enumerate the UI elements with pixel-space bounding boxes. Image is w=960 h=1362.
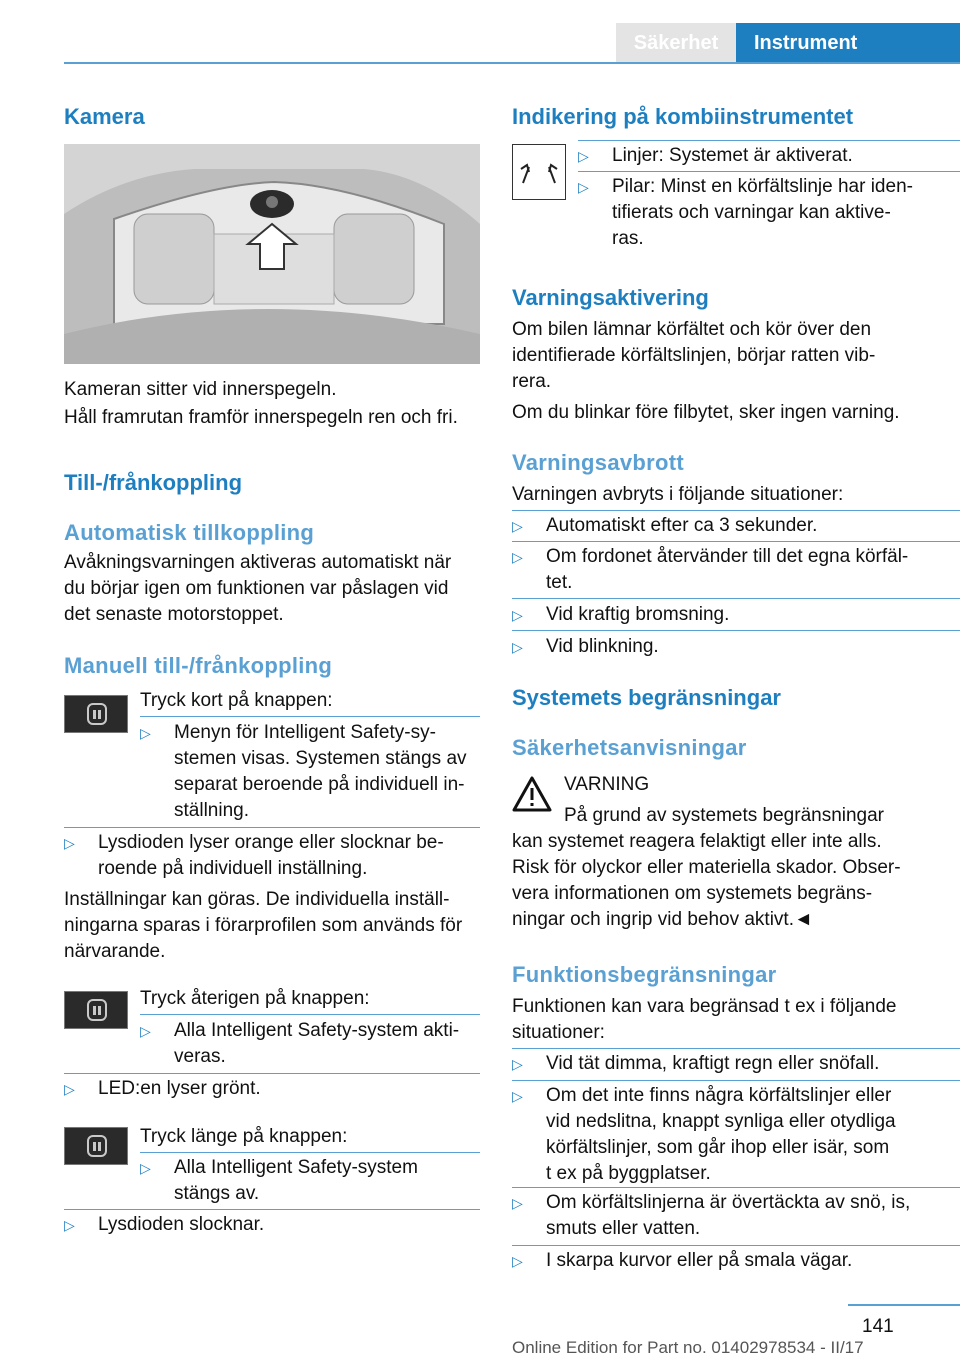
bullet-icon: ▷: [512, 607, 523, 623]
warning-text-3: Risk för olyckor eller materiella skador. Obser-: [512, 857, 901, 878]
list-item: ▷ Om körfältslinjerna är övertäckta av snö, is, smuts eller vatten.: [512, 1192, 911, 1239]
header-rule: [64, 62, 960, 64]
separator: [578, 171, 960, 172]
auto-text-line-2: du börjar igen om funktionen var påslagen vid: [64, 578, 449, 599]
page-number: 141: [862, 1316, 894, 1337]
manual-heading: Manuell till-/frånkoppling: [64, 653, 333, 678]
bullet-icon: ▷: [512, 1088, 523, 1104]
bullet-icon: ▷: [140, 1160, 151, 1176]
separator: [578, 140, 960, 141]
bullet-icon: ▷: [512, 639, 523, 655]
bullet-icon: ▷: [512, 518, 523, 534]
warnact-text-2: identifierade körfältslinjen, börjar ratten vib-: [512, 345, 876, 366]
press-long-text: Tryck länge på knappen:: [140, 1126, 348, 1147]
bullet-icon: ▷: [512, 1056, 523, 1072]
warning-text-5: ningar och ingrip vid behov aktivt.◄: [512, 909, 813, 930]
list-item: ▷ Automatiskt efter ca 3 sekunder.: [512, 513, 960, 539]
auto-on-heading: Automatisk tillkoppling: [64, 520, 315, 545]
warning-title: VARNING: [564, 774, 650, 795]
list-item: ▷ Alla Intelligent Safety-system akti- veras.: [140, 1020, 460, 1067]
separator: [512, 1245, 960, 1246]
header-section-tab[interactable]: Säkerhet: [616, 23, 736, 63]
separator: [64, 1209, 480, 1210]
settings-text-2: ningarna sparas i förarprofilen som används för: [64, 915, 463, 936]
car-interior-illustration: [64, 144, 480, 364]
edition-info: Online Edition for Part no. 01402978534 - II/17: [512, 1338, 864, 1357]
onoff-heading: Till-/frånkoppling: [64, 470, 243, 495]
bullet-icon: ▷: [512, 549, 523, 565]
auto-text-line-1: Avåkningsvarningen aktiveras automatiskt när: [64, 552, 452, 573]
warning-text-4: vera informationen om systemets begräns-: [512, 883, 873, 904]
separator: [64, 1073, 480, 1074]
list-item: ▷ Menyn för Intelligent Safety-sy- stemen visas. Systemen stängs av separat beroende på individuell in- ställning.: [140, 722, 467, 821]
safety-notes-heading: Säkerhetsanvisningar: [512, 735, 747, 760]
list-item: ▷ Lysdioden lyser orange eller slocknar be- roende på individuell inställning.: [64, 832, 444, 879]
bullet-icon: ▷: [140, 725, 151, 741]
separator: [140, 716, 480, 717]
bullet-icon: ▷: [512, 1253, 523, 1269]
warnact-text-4: Om du blinkar före filbytet, sker ingen varning.: [512, 402, 900, 423]
warning-triangle-icon: [512, 776, 552, 812]
separator: [512, 541, 960, 542]
list-item: ▷ Alla Intelligent Safety-system stängs av.: [140, 1157, 418, 1204]
list-item: ▷ Vid tät dimma, kraftigt regn eller snöfall.: [512, 1051, 960, 1077]
bullet-icon: ▷: [140, 1023, 151, 1039]
bullet-icon: ▷: [578, 148, 589, 164]
press-again-text: Tryck återigen på knappen:: [140, 988, 370, 1009]
warnstop-intro: Varningen avbryts i följande situationer:: [512, 484, 844, 505]
bullet-icon: ▷: [512, 1195, 523, 1211]
warning-text-2: kan systemet reagera felaktigt eller inte alls.: [512, 831, 882, 852]
bullet-icon: ▷: [64, 1081, 75, 1097]
warnact-text-3: rera.: [512, 371, 552, 392]
list-item: ▷ Lysdioden slocknar.: [64, 1212, 480, 1238]
camera-text-1: Kameran sitter vid innerspegeln.: [64, 379, 337, 400]
auto-text-line-3: det senaste motorstoppet.: [64, 604, 284, 625]
list-item: ▷ Om det inte finns några körfältslinjer eller vid nedslitna, knappt synliga eller otydliga körfältslinjer, som går ihop eller isär, som t ex på byggplatser.: [512, 1085, 896, 1184]
list-item: ▷ I skarpa kurvor eller på smala vägar.: [512, 1248, 960, 1274]
list-item: ▷ Om fordonet återvänder till det egna körfäl- tet.: [512, 546, 909, 593]
lane-indicator-icon: [512, 144, 566, 200]
bullet-icon: ▷: [578, 179, 589, 195]
footer-rule: [848, 1304, 960, 1306]
bullet-icon: ▷: [64, 835, 75, 851]
camera-heading: Kamera: [64, 104, 145, 129]
funclim-intro-1: Funktionen kan vara begränsad t ex i följande: [512, 996, 897, 1017]
warning-interruption-heading: Varningsavbrott: [512, 450, 684, 475]
separator: [512, 510, 960, 511]
safety-button-icon: [64, 1127, 128, 1165]
camera-location-photo: [64, 144, 480, 364]
separator: [512, 1080, 960, 1081]
warning-activation-heading: Varningsaktivering: [512, 285, 709, 310]
separator: [64, 827, 480, 828]
header-chapter-tab[interactable]: Instrument: [736, 23, 960, 63]
list-item: ▷ Pilar: Minst en körfältslinje har iden- tifierats och varningar kan aktive- ras.: [578, 176, 913, 249]
separator: [140, 1014, 480, 1015]
list-item: ▷ Vid kraftig bromsning.: [512, 602, 960, 628]
settings-text-1: Inställningar kan göras. De individuella inställ-: [64, 889, 450, 910]
system-limits-heading: Systemets begränsningar: [512, 685, 781, 710]
bullet-icon: ▷: [64, 1217, 75, 1233]
indication-heading: Indikering på kombiinstrumentet: [512, 104, 854, 129]
safety-button-icon: [64, 695, 128, 733]
list-item: ▷ Vid blinkning.: [512, 634, 960, 660]
separator: [140, 1152, 480, 1153]
separator: [512, 630, 960, 631]
press-short-text: Tryck kort på knappen:: [140, 690, 333, 711]
list-item: ▷ Linjer: Systemet är aktiverat.: [578, 143, 960, 169]
funclim-intro-2: situationer:: [512, 1022, 605, 1043]
separator: [512, 1048, 960, 1049]
warnact-text-1: Om bilen lämnar körfältet och kör över den: [512, 319, 872, 340]
settings-text-3: närvarande.: [64, 941, 166, 962]
function-limits-heading: Funktionsbegränsningar: [512, 962, 777, 987]
warning-text-1: På grund av systemets begränsningar: [564, 805, 885, 826]
camera-text-2: Håll framrutan framför innerspegeln ren och fri.: [64, 407, 458, 428]
separator: [512, 598, 960, 599]
separator: [512, 1187, 960, 1188]
safety-button-icon: [64, 991, 128, 1029]
list-item: ▷ LED:en lyser grönt.: [64, 1076, 480, 1102]
